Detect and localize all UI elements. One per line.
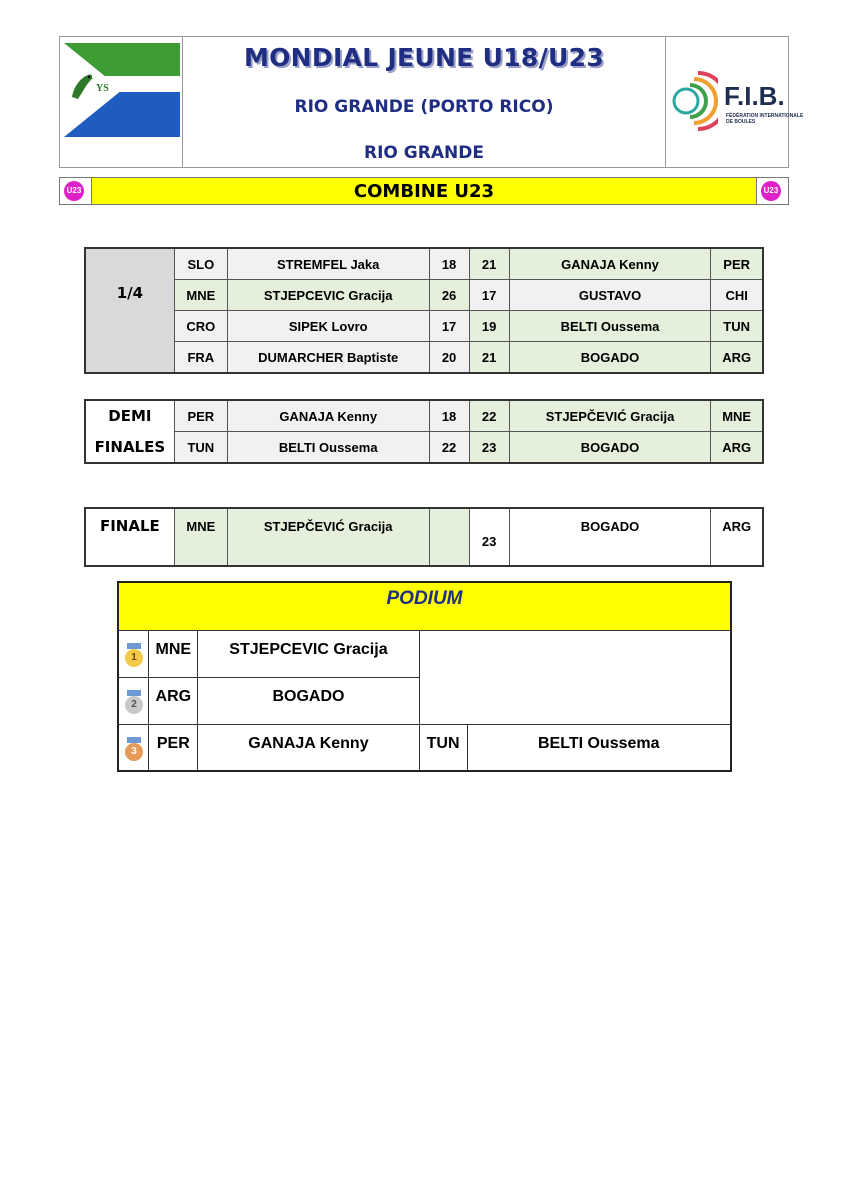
player-name: BELTI Oussema [227,432,429,464]
player-name: BOGADO [509,508,711,566]
stage-label: FINALES [85,432,174,464]
podium-row-first [118,630,731,677]
u23-badge-icon: U23 [761,181,781,201]
country-code: MNE [174,280,227,311]
player-name: BELTI Oussema [467,724,731,771]
bronze-medal-icon [118,724,149,771]
score: 22 [469,400,509,432]
player-name: GANAJA Kenny [227,400,429,432]
player-name: GANAJA Kenny [198,724,419,771]
country-code: ARG [711,432,763,464]
medal-rank: 3 [125,743,143,761]
player-name: BOGADO [509,342,711,374]
fib-emblem-icon [668,69,718,133]
country-code: ARG [149,677,198,724]
silver-medal-icon [118,677,149,724]
event-title: MONDIAL JEUNE U18/U23 [243,43,605,72]
score: 17 [469,280,509,311]
country-code: MNE [149,630,198,677]
country-code: FRA [174,342,227,374]
country-code: MNE [711,400,763,432]
player-name: GANAJA Kenny [509,248,711,280]
country-code: PER [174,400,227,432]
score: 19 [469,311,509,342]
player-name: BOGADO [198,677,419,724]
country-code: PER [711,248,763,280]
player-name: DUMARCHER Baptiste [227,342,429,374]
score: 26 [429,280,469,311]
score: 23 [469,432,509,464]
quarterfinals-table [84,247,764,374]
country-code: TUN [174,432,227,464]
fib-logo-text: F.I.B. [724,81,785,111]
score [429,508,469,566]
country-code: MNE [174,508,227,566]
country-code: SLO [174,248,227,280]
stage-label: DEMI [85,400,174,432]
country-code: TUN [711,311,763,342]
table-row [85,508,763,566]
category-badge-left [60,178,92,204]
category-title: COMBINE U23 [353,181,495,202]
stage-label: 1/4 [85,248,174,373]
fib-subtext-line-1: FÉDÉRATION INTERNATIONALE [726,113,804,119]
gold-medal-icon [118,630,149,677]
stage-label: FINALE [85,508,174,566]
player-name: BELTI Oussema [509,311,711,342]
fib-logo-subtext [726,113,803,125]
fib-logo [665,37,804,167]
table-row [85,342,763,374]
country-code: CRO [174,311,227,342]
event-header [59,36,804,168]
player-name: STJEPCEVIC Gracija [227,280,429,311]
equatorial-guinea-flag-icon [60,37,180,167]
event-location: RIO GRANDE [364,143,484,163]
country-code: CHI [711,280,763,311]
country-code: ARG [711,342,763,374]
player-name: STREMFEL Jaka [227,248,429,280]
player-name: BOGADO [509,432,711,464]
medal-rank: 2 [125,696,143,714]
score: 18 [429,248,469,280]
u23-badge-icon: U23 [64,181,84,201]
category-badge-right [756,178,788,204]
player-name: STJEPČEVIĆ Gracija [509,400,711,432]
flag-logo-text: YS [96,83,109,94]
podium-header-row [118,582,731,630]
player-name: SIPEK Lovro [227,311,429,342]
score: 18 [429,400,469,432]
medal-rank: 1 [125,649,143,667]
score: 21 [469,342,509,374]
country-code: ARG [711,508,763,566]
final-table [84,507,764,567]
score: 20 [429,342,469,374]
player-name: GUSTAVO [509,280,711,311]
table-row [85,280,763,311]
table-row [85,432,763,464]
flag-logo [60,37,183,167]
empty-cell [419,630,731,724]
country-code: PER [149,724,198,771]
category-bar [59,177,789,205]
table-row [85,248,763,280]
country-code: TUN [419,724,467,771]
player-name: STJEPCEVIC Gracija [198,630,419,677]
event-subtitle: RIO GRANDE (PORTO RICO) [294,97,554,117]
score: 17 [429,311,469,342]
score: 23 [469,508,509,566]
score: 22 [429,432,469,464]
score: 21 [469,248,509,280]
table-row [85,311,763,342]
podium-table [117,581,732,772]
fib-subtext-line-2: DE BOULES [726,119,756,125]
table-row [85,400,763,432]
player-name: STJEPČEVIĆ Gracija [227,508,429,566]
semifinals-table [84,399,764,464]
podium-row-third [118,724,731,771]
podium-title: PODIUM [118,582,731,630]
